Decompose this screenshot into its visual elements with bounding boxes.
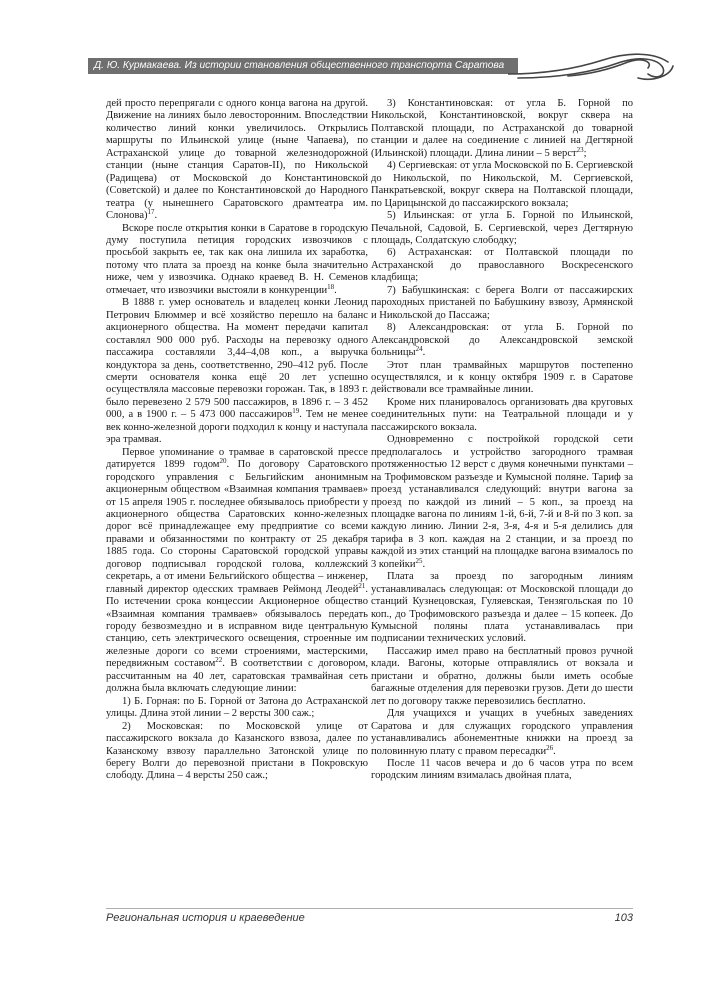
paragraph: Пассажир имел право на бесплатный провоз ручной клади. Вагоны, которые отправлялись от вокзала и пристани и обратно, должны были иметь особые багажные отделения для перевозки грузов. Дети до шести лет по договору также перевозились бесплатно.: [371, 645, 633, 707]
list-item: 4) Сергиевская: от угла Московской по Б. Сергиевской до Никольской, по Никольской, М. Сергиевской, Панкратьевской, вокруг сквера на Полтавской площади, по Царицынской до пассажирского вокзала;: [371, 160, 633, 209]
paragraph: Этот план трамвайных маршрутов постепенно осуществлялся, и к концу октября 1909 г. в Саратове действовали все трамвайные линии.: [371, 359, 633, 396]
paragraph: Одновременно с постройкой городской сети предполагалось и устройство загородного трамвая протяженностью 12 верст с двумя конечными пунктами – на Трофимовском разъезде и Кумысной поляне. Тариф за проезд устанавливался следующий: внутри вагона за проезд по каждой из линий – 5 коп., за проезд на площадке вагона по линиям 1-й, 6-й, 7-й и 8-й по 3 коп. за каждую линию. Линии 2-я, 3-я, 4-я и 5-я делились для тарифа в 3 коп. каждая на 2 станции, и за проезд по каждой из этих станций на площадке вагона взималось по 3 копейки$^{25}$.: [371, 434, 633, 570]
running-header: [88, 48, 668, 88]
paragraph: После 11 часов вечера и до 6 часов утра по всем городским линиям взималась двойная плата,: [371, 758, 633, 782]
right-column: [371, 98, 633, 783]
paragraph: Для учащихся и учащих в учебных заведениях Саратова и для служащих городского управления устанавливались абонементные книжки на проезд за половинную плату с правом пересадки$^{26}$.: [371, 708, 633, 757]
paragraph: В 1888 г. умер основатель и владелец конки Леонид Петрович Блюммер и всё хозяйство перешло на баланс акционерного общества. На момент передачи капитал составлял 900 000 руб. Расходы на перевозку одного пассажира составляли 3,44–4,08 коп., а выручка кондуктора за день, соответственно, 290–412 руб. После смерти основателя конка ещё 20 лет успешно осуществляла массовые перевозки горожан. Так, в 1893 г. было перевезено 2 579 500 пассажиров, в 1896 г. – 3 452 000, а в 1900 г. – 5 473 000 пассажиров$^{19}$. Тем не менее век конно-железной дороги подходил к концу и наступала эра трамвая.: [106, 297, 368, 446]
list-item: 3) Константиновская: от угла Б. Горной по Никольской, Константиновской, вокруг сквера на Полтавской площади, по Астраханской до товарной станции и далее на соединение с линией на Дегтярной (Ильинской) площади. Длина линии – 5 верст$^{23}$;: [371, 98, 633, 159]
left-column: [106, 98, 368, 783]
paragraph: дей просто перепрягали с одного конца вагона на другой. Движение на линиях было левосторонним. Впоследствии количество линий конки увеличилось. Открылись маршруты по Ильинской улице (ныне Чапаева), по Астраханской улице до товарной железнодорожной станции (ныне станция Саратов-II), по Никольской (Радищева) от Московской до Константиновской (Советской) и далее по Константиновской до Народного театра (у нынешнего Саратовского драмтеатра им. Слонова)$^{17}$.: [106, 98, 368, 222]
list-item: 1) Б. Горная: по Б. Горной от Затона до Астраханской улицы. Длина этой линии – 2 версты 300 саж.;: [106, 695, 368, 720]
list-item: 5) Ильинская: от угла Б. Горной по Ильинской, Печальной, Садовой, Б. Сергиевской, через Дегтярную площадь, Солдатскую слободку;: [371, 210, 633, 246]
list-item: 7) Бабушкинская: с берега Волги от пассажирских пароходных пристаней по Бабушкину взвозу, Армянской и Никольской до Пассажа;: [371, 284, 633, 321]
header-title: Д. Ю. Курмакаева. Из истории становления общественного транспорта Саратова: [94, 60, 505, 71]
footer-journal: Региональная история и краеведение: [106, 912, 305, 924]
paragraph: Вскоре после открытия конки в Саратове в городскую думу поступила петиция городских извозчиков с просьбой закрыть ее, так как она лишила их заработка, потому что плата за проезд на конке была значительно ниже, чем у извозчика. Однако краевед В. Н. Семенов отмечает, что извозчики выстояли в конкуренции$^{18}$.: [106, 222, 368, 296]
list-item: 2) Московская: по Московской улице от пассажирского вокзала до Казанского взвоза, далее по Казанскому взвозу параллельно Затонской улице по берегу Волги до перевозной пристани в Покровскую слободу. Длина – 4 версты 250 саж.;: [106, 720, 368, 782]
footer-rule: [106, 908, 633, 909]
header-ornament-icon: [508, 48, 678, 88]
paragraph: Кроме них планировалось организовать два круговых соединительных пути: на Театральной площади и у пассажирского вокзала.: [371, 396, 633, 433]
page-number: 103: [614, 912, 633, 924]
paragraph: Плата за проезд по загородным линиям устанавливалась следующая: от Московской площади до станций Кузнецовская, Гуляевская, Тензягольская по 10 коп., до Трофимовского разъезда и далее – 15 копеек. До Кумысной поляны плата устанавливалась при подписании технических условий.: [371, 571, 633, 645]
paragraph: Первое упоминание о трамвае в саратовской прессе датируется 1899 годом$^{20}$. По договору Саратовского городского управления с Бельгийским анонимным акционерным обществом «Взаимная компания трамваев» от 15 апреля 1905 г. последнее обязывалось приобрести у акционерного общества Саратовских конно-железных дорог всё принадлежащее ему предприятие со всеми правами и обязанностями по контракту от 25 декабря 1885 года. Со стороны Саратовской городской управы договор подписывал городской голова, коллежский секретарь, а от имени Бельгийского общества – инженер, главный директор одесских трамваев Реймонд Леодей$^{21}$. По истечении срока концессии Акционерное общество «Взаимная компания трамваев» обязывалось передать городу безвозмездно и в исправном виде центральную станцию, сеть электрического освещения, строенные им железные дороги со всеми строениями, мастерскими, передвижным составом$^{22}$. В соответствии с договором, рассчитанным на 40 лет, саратовская трамвайная сеть должна была включать следующие линии:: [106, 446, 369, 695]
list-item: 8) Александровская: от угла Б. Горной по Александровской до Александровской земской больницы$^{24}$.: [371, 322, 633, 359]
list-item: 6) Астраханская: от Полтавской площади по Астраханской до православного Воскресенского кладбища;: [371, 247, 633, 284]
